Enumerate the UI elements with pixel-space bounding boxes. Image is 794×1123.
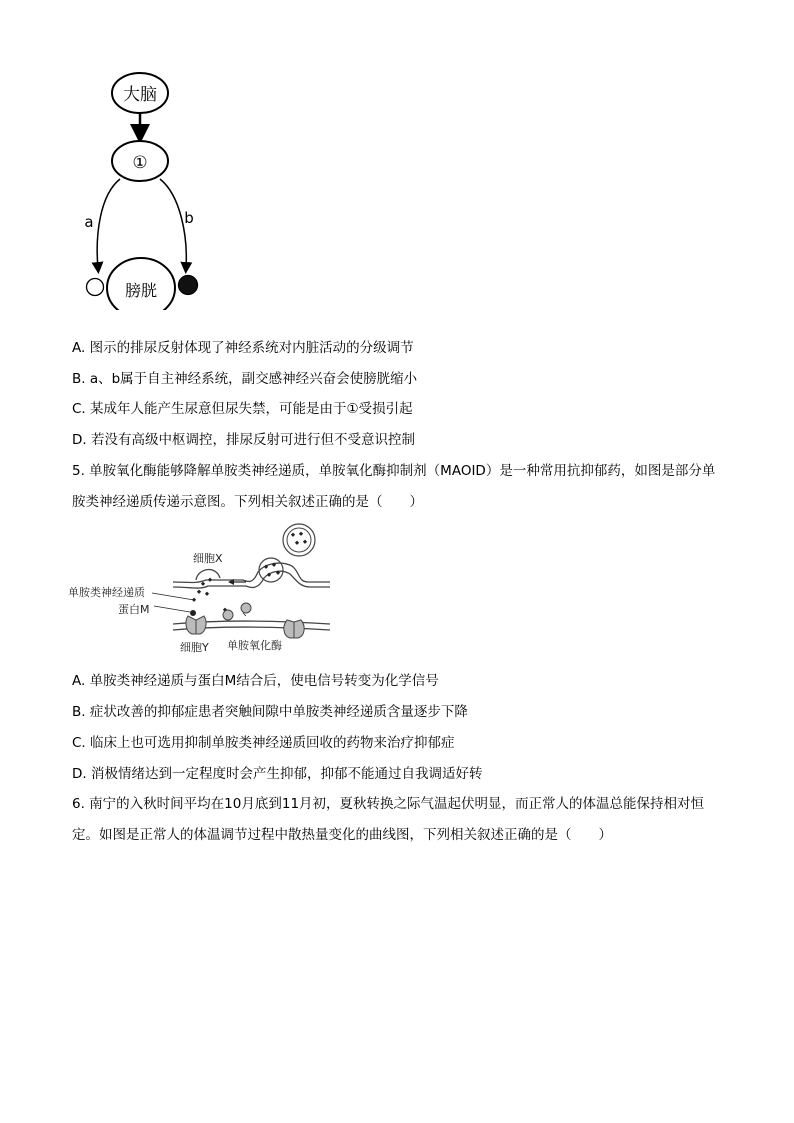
label-a: a bbox=[84, 213, 94, 231]
synapse-diagram bbox=[68, 520, 358, 660]
node-1 bbox=[112, 141, 168, 181]
q4-option-a: A. 图示的排尿反射体现了神经系统对内脏活动的分级调节 bbox=[72, 340, 414, 356]
nerve-b bbox=[160, 179, 186, 268]
q5-stem: 5. 单胺氧化酶能够降解单胺类神经递质，单胺氧化酶抑制剂（MAOID）是一种常用抗抑郁药，如图是部分单胺类神经递质传递示意图。下列相关叙述正确的是（ ） bbox=[72, 463, 716, 510]
receptor-a-circle bbox=[87, 279, 104, 296]
protein-m-label: 蛋白M bbox=[118, 603, 150, 616]
cell-y-label: 细胞Y bbox=[180, 641, 209, 654]
micturition-diagram bbox=[70, 60, 240, 310]
nerve-a bbox=[97, 179, 120, 268]
q6-stem: 6. 南宁的入秋时间平均在10月底到11月初，夏秋转换之际气温起伏明显，而正常人的体温总能保持相对恒定。如图是正常人的体温调节过程中散热量变化的曲线图，下列相关叙述正确的是（ ） bbox=[72, 796, 705, 843]
bladder-node bbox=[107, 258, 175, 310]
mao-label: 单胺氧化酶 bbox=[227, 639, 282, 652]
q4-option-d: D. 若没有高级中枢调控，排尿反射可进行但不受意识控制 bbox=[72, 432, 415, 448]
q5-option-a: A. 单胺类神经递质与蛋白M结合后，使电信号转变为化学信号 bbox=[72, 673, 439, 689]
transmitter-label: 单胺类神经递质 bbox=[68, 586, 145, 599]
q5-option-b: B. 症状改善的抑郁症患者突触间隙中单胺类神经递质含量逐步下降 bbox=[72, 704, 468, 720]
effector-b-circle bbox=[179, 276, 198, 295]
brain-node bbox=[112, 73, 168, 113]
q5-option-c: C. 临床上也可选用抑制单胺类神经递质回收的药物来治疗抑郁症 bbox=[72, 735, 455, 751]
cell-x-label: 细胞X bbox=[193, 552, 223, 565]
brain-label: 大脑 bbox=[123, 85, 157, 105]
label-b: b bbox=[184, 209, 194, 227]
q4-option-c: C. 某成年人能产生尿意但尿失禁，可能是由于①受损引起 bbox=[72, 401, 413, 417]
bladder-label: 膀胱 bbox=[124, 281, 158, 300]
q5-option-d: D. 消极情绪达到一定程度时会产生抑郁，抑郁不能通过自我调适好转 bbox=[72, 766, 483, 782]
node-1-label: ① bbox=[132, 153, 148, 173]
q4-option-b: B. a、b属于自主神经系统，副交感神经兴奋会使膀胱缩小 bbox=[72, 371, 418, 387]
